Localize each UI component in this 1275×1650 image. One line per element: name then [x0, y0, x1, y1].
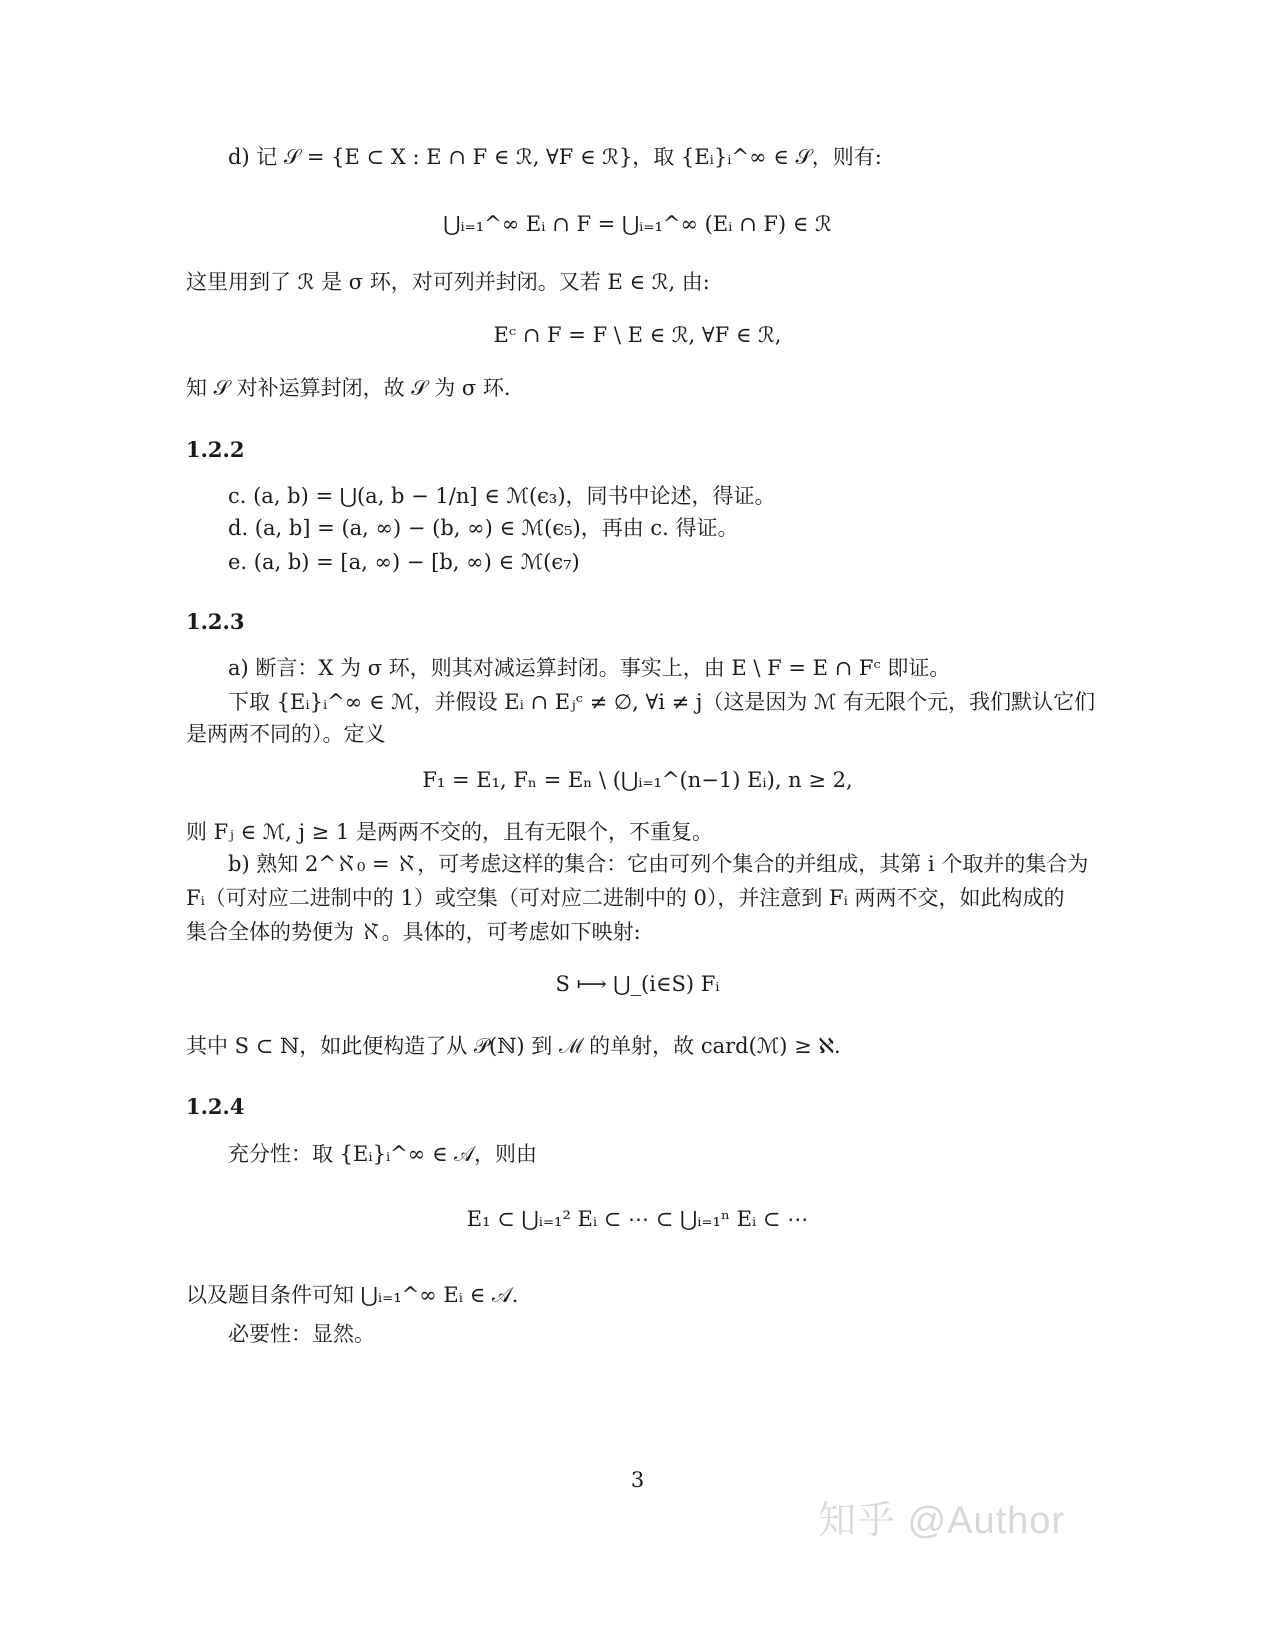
- paragraph-123-b2: Fᵢ（可对应二进制中的 1）或空集（可对应二进制中的 0），并注意到 Fᵢ 两两不交，如此构成的: [186, 886, 1065, 910]
- equation-fn-definition: F₁ = E₁, Fₙ = Eₙ \ (⋃ᵢ₌₁^(n−1) Eᵢ), n ≥ 2,: [422, 768, 853, 792]
- section-heading-1-2-4: 1.2.4: [186, 1094, 245, 1119]
- item-e: e. (a, b) = [a, ∞) − [b, ∞) ∈ ℳ(ϵ₇): [228, 550, 580, 574]
- paragraph-123-p2: 是两两不同的）。定义: [186, 722, 386, 746]
- paragraph-123-p4: 其中 S ⊂ ℕ，如此便构造了从 𝒫(ℕ) 到 ℳ 的单射，故 card(ℳ) ≥ ℵ.: [186, 1034, 841, 1058]
- paragraph-123-b1: b) 熟知 2^ℵ₀ = ℵ，可考虑这样的集合：它由可列个集合的并组成，其第 i 个取并的集合为: [228, 852, 1089, 876]
- paragraph-124-p2: 以及题目条件可知 ⋃ᵢ₌₁^∞ Eᵢ ∈ 𝒜.: [186, 1283, 519, 1307]
- paragraph-123-p3: 则 Fⱼ ∈ ℳ, j ≥ 1 是两两不交的，且有无限个，不重复。: [186, 820, 713, 844]
- section-heading-1-2-2: 1.2.2: [186, 437, 245, 462]
- item-d: d. (a, b] = (a, ∞) − (b, ∞) ∈ ℳ(ϵ₅)，再由 c. 得证。: [228, 516, 739, 540]
- equation-complement: Eᶜ ∩ F = F \ E ∈ ℛ, ∀F ∈ ℛ,: [493, 323, 782, 347]
- watermark: 知乎 @Author: [818, 1500, 1066, 1542]
- paragraph-d-conclusion: 知 𝒮 对补运算封闭，故 𝒮 为 σ 环.: [186, 376, 511, 400]
- paragraph-123-a: a) 断言：X 为 σ 环，则其对减运算封闭。事实上，由 E \ F = E ∩ Fᶜ 即证。: [228, 656, 951, 680]
- equation-mapping: S ⟼ ⋃_(i∈S) Fᵢ: [555, 972, 720, 996]
- paragraph-d-sigma-ring: 这里用到了 ℛ 是 σ 环，对可列并封闭。又若 E ∈ ℛ, 由:: [186, 270, 710, 294]
- equation-nested-unions: E₁ ⊂ ⋃ᵢ₌₁² Eᵢ ⊂ ⋯ ⊂ ⋃ᵢ₌₁ⁿ Eᵢ ⊂ ⋯: [466, 1207, 809, 1231]
- item-c: c. (a, b) = ⋃(a, b − 1/n] ∈ ℳ(ϵ₃)，同书中论述，得证。: [228, 484, 776, 508]
- equation-union-intersection: ⋃ᵢ₌₁^∞ Eᵢ ∩ F = ⋃ᵢ₌₁^∞ (Eᵢ ∩ F) ∈ ℛ: [443, 212, 832, 236]
- section-heading-1-2-3: 1.2.3: [186, 609, 245, 634]
- paragraph-d-intro: d) 记 𝒮 = {E ⊂ X : E ∩ F ∈ ℛ, ∀F ∈ ℛ}，取 {Eᵢ}ᵢ^∞ ∈ 𝒮，则有:: [228, 145, 882, 169]
- paragraph-123-b3: 集合全体的势便为 ℵ。具体的，可考虑如下映射:: [186, 920, 641, 944]
- paragraph-124-p1: 充分性：取 {Eᵢ}ᵢ^∞ ∈ 𝒜，则由: [228, 1142, 538, 1166]
- page-number: 3: [630, 1468, 645, 1492]
- paragraph-124-p3: 必要性：显然。: [228, 1322, 375, 1346]
- paragraph-123-p1: 下取 {Eᵢ}ᵢ^∞ ∈ ℳ，并假设 Eᵢ ∩ Eⱼᶜ ≠ ∅, ∀i ≠ j（这是因为 ℳ 有无限个元，我们默认它们: [228, 690, 1096, 714]
